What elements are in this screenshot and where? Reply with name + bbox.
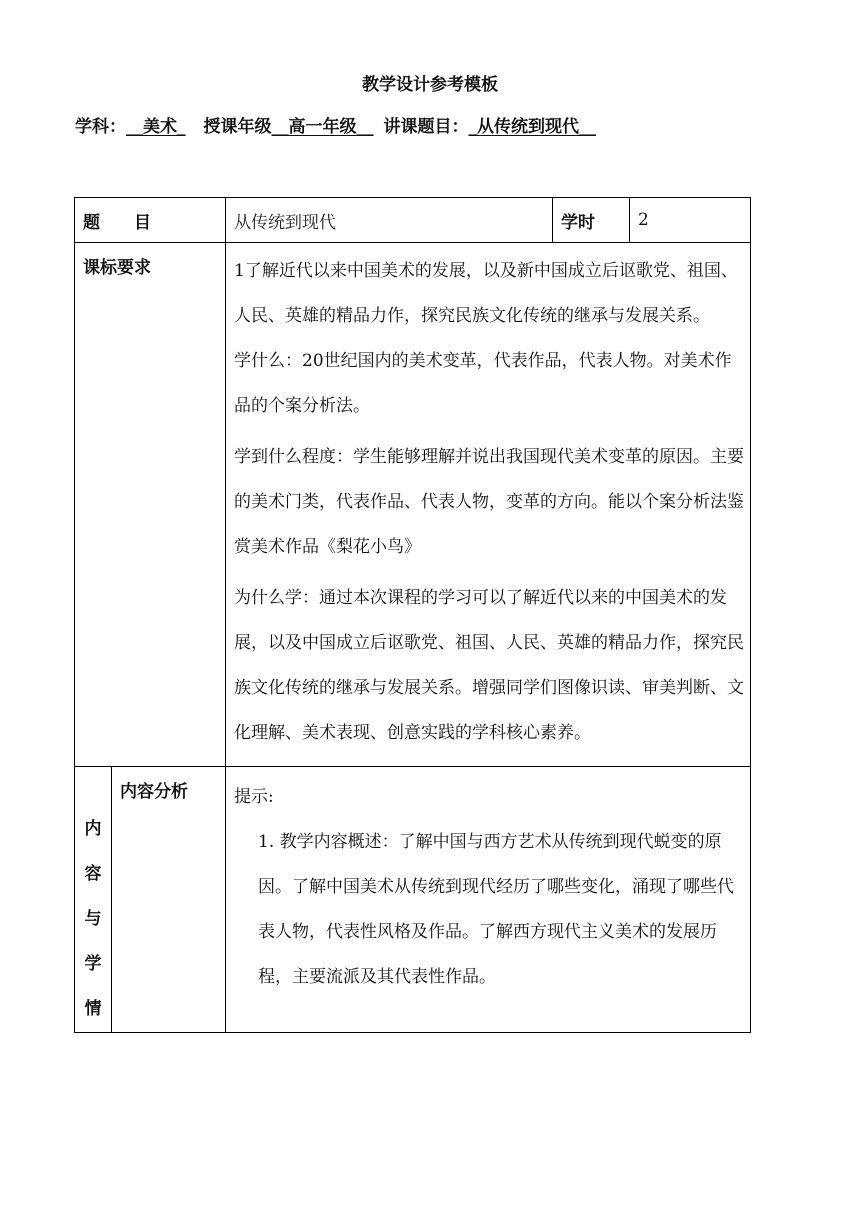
subject-label: 学科：	[75, 117, 126, 137]
requirements-label: 课标要求	[75, 243, 226, 767]
requirements-paragraph: 学到什么程度：学生能够理解并说出我国现代美术变革的原因。主要的美术门类，代表作品、代表人物，变革的方向。能以个案分析法鉴赏美术作品《梨花小鸟》	[234, 447, 744, 557]
subject-value: __美术_	[126, 117, 186, 137]
topic-row	[75, 198, 751, 243]
requirements-paragraph: 1了解近代以来中国美术的发展，以及新中国成立后讴歌党、祖国、人民、英雄的精品力作，探究民族文化传统的继承与发展关系。	[234, 261, 738, 326]
side-char: 内	[84, 819, 102, 839]
hours-value: 2	[630, 198, 751, 243]
side-char: 容	[84, 864, 102, 884]
side-char: 学	[84, 954, 102, 974]
analysis-row	[75, 767, 751, 1033]
grade-value: __高一年级__	[271, 117, 374, 137]
course-meta-line	[75, 112, 596, 137]
side-char: 情	[84, 999, 102, 1019]
side-char: 与	[84, 909, 102, 929]
content-overview-item: 1. 教学内容概述：了解中国与西方艺术从传统到现代蜕变的原因。了解中国美术从传统到现代经历了哪些变化，涌现了哪些代表人物，代表性风格及作品。了解西方现代主义美术的发展历程，主要流派及其代表性作品。	[258, 832, 734, 987]
lesson-plan-table	[74, 197, 751, 1033]
requirements-row	[75, 243, 751, 767]
requirements-content	[226, 243, 751, 767]
topic-value: _从传统到现代__	[468, 117, 596, 137]
requirements-paragraph: 为什么学：通过本次课程的学习可以了解近代以来的中国美术的发展，以及中国成立后讴歌党、祖国、人民、英雄的精品力作，探究民族文化传统的继承与发展关系。增强同学们图像识读、审美判断、文化理解、美术表现、创意实践的学科核心素养。	[234, 588, 744, 743]
topic-row-label: 题 目	[75, 198, 226, 243]
section-side-label	[75, 767, 112, 1033]
grade-label: 授课年级	[203, 117, 272, 137]
content-analysis-label: 内容分析	[112, 767, 226, 1033]
hint-label: 提示:	[234, 787, 274, 807]
requirements-paragraph: 学什么：20世纪国内的美术变革，代表作品，代表人物。对美术作品的个案分析法。	[234, 351, 732, 416]
topic-cell: 从传统到现代	[226, 198, 553, 243]
topic-label: 讲课题目：	[383, 117, 469, 137]
page-title: 教学设计参考模板	[362, 75, 498, 95]
content-analysis-body	[226, 767, 751, 1033]
hours-label: 学时	[553, 198, 630, 243]
